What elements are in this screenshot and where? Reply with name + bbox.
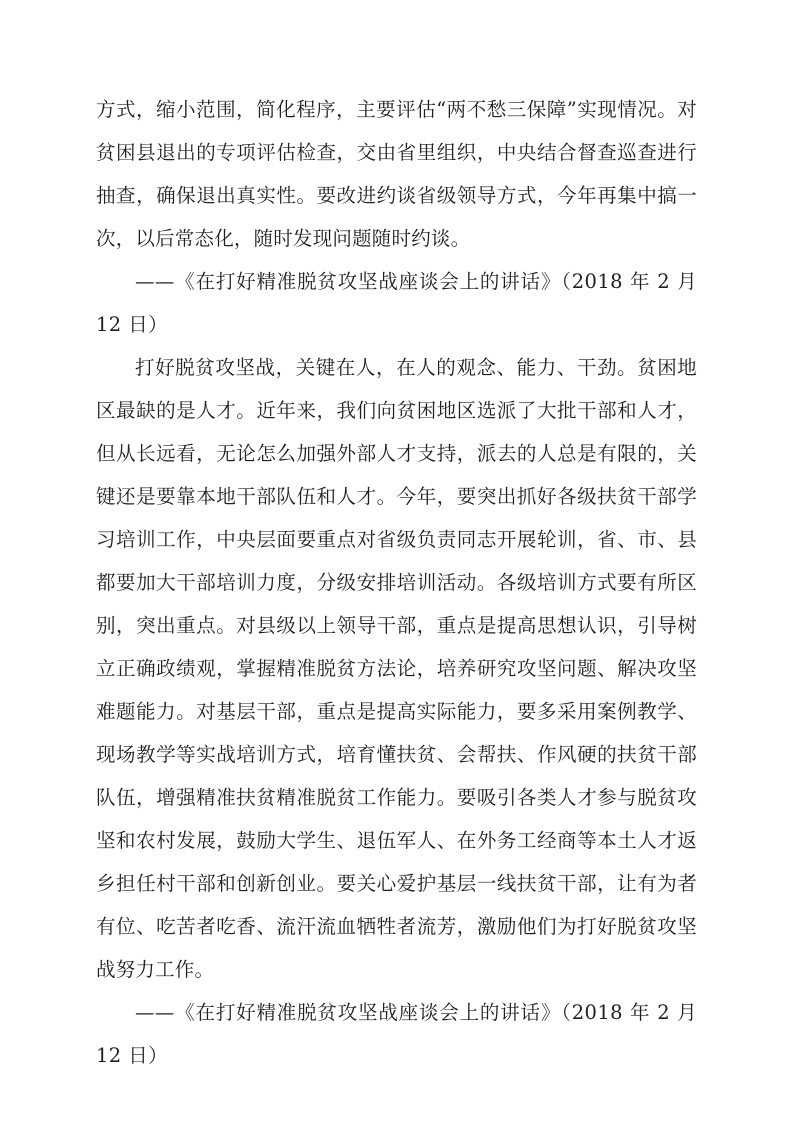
paragraph: 方式，缩小范围，简化程序，主要评估“两不愁三保障”实现情况。对贫困县退出的专项评估检查，交由省里组织，中央结合督查巡查进行抽查，确保退出真实性。要改进约谈省级领导方式，今年再集中搞一次，以后常态化，随时发现问题随时约谈。 xyxy=(96,98,697,250)
citation-source: ——《在打好精准脱贫攻坚战座谈会上的讲话》（2018 年 2 月 12 日） xyxy=(96,270,697,336)
document-body xyxy=(96,88,697,1077)
citation-source: ——《在打好精准脱贫攻坚战座谈会上的讲话》（2018 年 2 月 12 日） xyxy=(96,1001,697,1067)
paragraph: 打好脱贫攻坚战，关键在人，在人的观念、能力、干劲。贫困地区最缺的是人才。近年来，我们向贫困地区选派了大批干部和人才，但从长远看，无论怎么加强外部人才支持，派去的人总是有限的，关键还是要靠本地干部队伍和人才。今年，要突出抓好各级扶贫干部学习培训工作，中央层面要重点对省级负责同志开展轮训，省、市、县都要加大干部培训力度，分级安排培训活动。各级培训方式要有所区别，突出重点。对县级以上领导干部，重点是提高思想认识，引导树立正确政绩观，掌握精准脱贫方法论，培养研究攻坚问题、解决攻坚难题能力。对基层干部，重点是提高实际能力，要多采用案例教学、现场教学等实战培训方式，培育懂扶贫、会帮扶、作风硬的扶贫干部队伍，增强精准扶贫精准脱贫工作能力。要吸引各类人才参与脱贫攻坚和农村发展，鼓励大学生、退伍军人、在外务工经商等本土人才返乡担任村干部和创新创业。要关心爱护基层一线扶贫干部，让有为者有位、吃苦者吃香、流汗流血牺牲者流芳，激励他们为打好脱贫攻坚战努力工作。 xyxy=(96,356,697,981)
